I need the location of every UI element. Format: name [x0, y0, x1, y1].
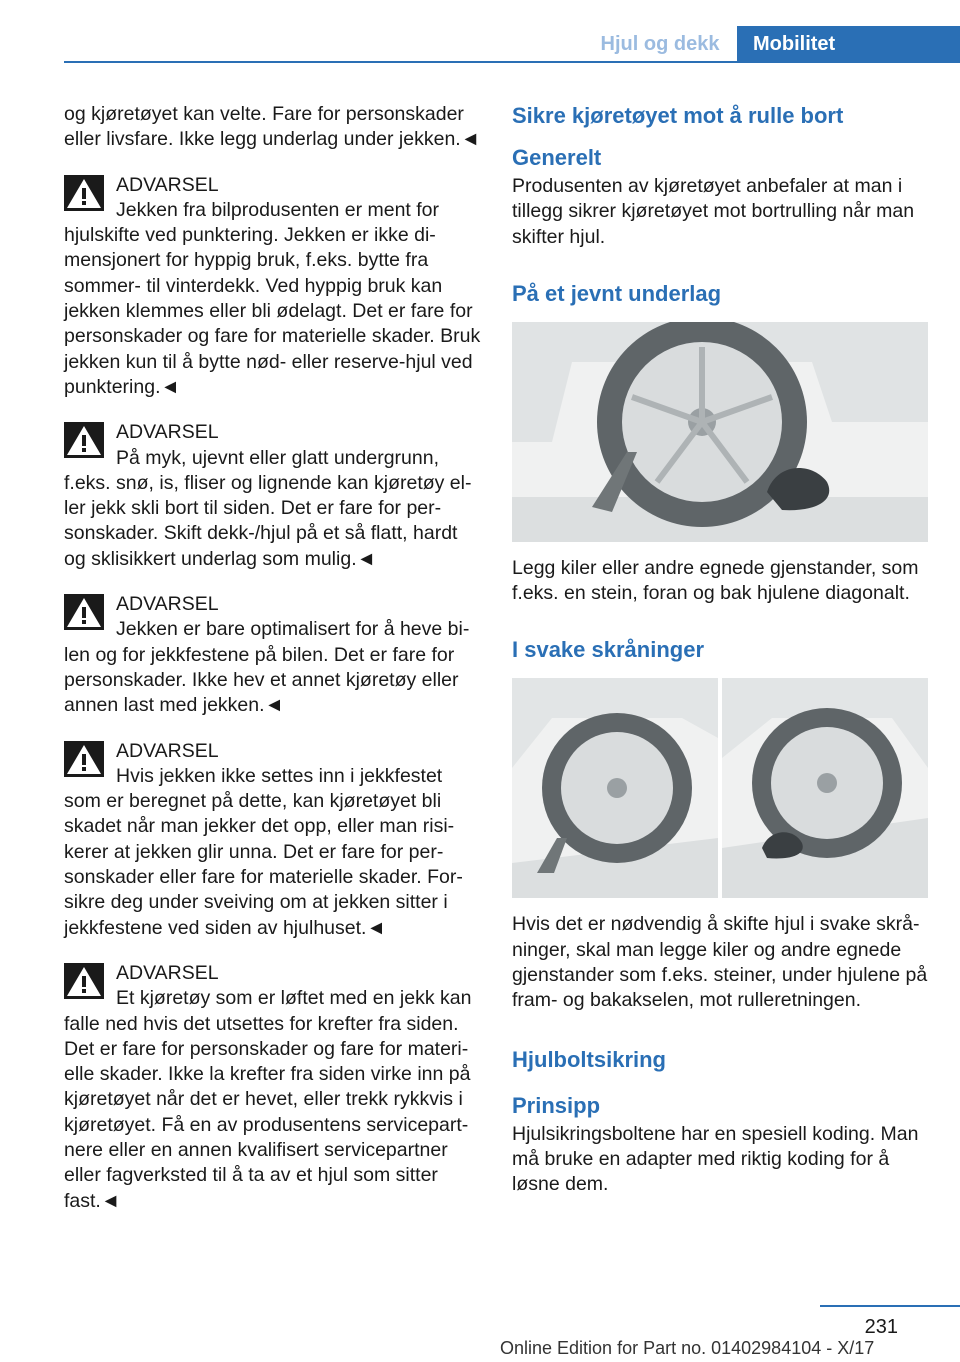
subheading-slope: I svake skråninger — [512, 637, 705, 663]
warning-body: falle ned hvis det utsettes for krefter fra siden. Det er fare for personskader og fare for materi-elle skader. Ikke la krefter fra siden virke inn på kjøretøyet når det er hevet, eller trekk rykkvis i kjøretøyet. Få en av produsentens servicepart-nere eller en annen kvalifisert servicepartner eller fagverksted til å ta av et hjul som sitter fast.◄ — [64, 1012, 471, 1212]
warning-title: ADVARSEL — [116, 173, 219, 196]
warning-first-line: På myk, ujevnt eller glatt undergrunn, — [116, 446, 440, 469]
warnings-list — [64, 173, 484, 1214]
slope-wheels-image — [512, 678, 928, 898]
edition-note: Online Edition for Part no. 01402984104 - X/17 — [500, 1338, 875, 1358]
flat-ground-wheel-image — [512, 322, 928, 542]
warning-triangle-icon — [64, 422, 104, 458]
warning-title: ADVARSEL — [116, 961, 219, 984]
warning-block — [64, 592, 484, 718]
warning-body: som er beregnet på dette, kan kjøretøyet bli skadet når man jekker det opp, eller man risi-kerer at jekken glir unna. Det er fare for per-sonskader eller fare for materielle skader. For-sikre deg under sveiving om at jekken sitter i jekkfestene ved siden av hjulhuset.◄ — [64, 790, 463, 939]
warning-body: len og for jekkfestene på bilen. Det er fare for personskader. Ikke hev et annet kjøretøy eller annen last med jekken.◄ — [64, 643, 459, 717]
header-rule — [64, 61, 960, 63]
warning-block — [64, 173, 484, 401]
header-chapter-tab: Mobilitet — [737, 26, 960, 62]
warning-block — [64, 961, 484, 1214]
warning-triangle-icon — [64, 594, 104, 630]
footer-rule — [820, 1305, 960, 1307]
left-column — [64, 102, 484, 1214]
warning-triangle-icon — [64, 963, 104, 999]
warning-triangle-icon — [64, 175, 104, 211]
warning-triangle-icon — [64, 741, 104, 777]
wheel-with-chock-illustration — [512, 322, 928, 542]
warning-block — [64, 420, 484, 572]
warning-first-line: Hvis jekken ikke settes inn i jekkfestet — [116, 764, 443, 787]
section-title-wheel-bolt: Hjulboltsikring — [512, 1046, 666, 1072]
slope-caption: Hvis det er nødvendig å skifte hjul i svake skrå-ninger, skal man legge kiler og andre egnede gjenstander som f.eks. steiner, under hjulene på fram- og bakakselen, mot rulleretningen. — [512, 913, 928, 1012]
warning-title: ADVARSEL — [116, 593, 219, 616]
wheels-on-slope-illustration — [512, 678, 928, 898]
warning-title: ADVARSEL — [116, 421, 219, 444]
subheading-general: Generelt — [512, 145, 602, 170]
warning-body: hjulskifte ved punktering. Jekken er ikke di-mensjonert for hyppig bruk, f.eks. bytte fra sommer- til vinterdekk. Ved hyppig bruk kan jekken klemmes eller bli ødelagt. Det er fare for personskader og fare for materielle skader. Bruk jekken kun til å bytte nød- eller reserve-hjul ved punktering.◄ — [64, 224, 481, 398]
warning-first-line: Jekken fra bilprodusenten er ment for — [116, 198, 440, 221]
subheading-principle: Prinsipp — [512, 1092, 601, 1118]
warning-first-line: Et kjøretøy som er løftet med en jekk kan — [116, 987, 472, 1010]
subheading-flat-ground: På et jevnt underlag — [512, 280, 722, 306]
principle-text: Hjulsikringsboltene har en spesiell koding. Man må bruke en adapter med riktig koding for å løsne dem. — [512, 1122, 919, 1196]
flat-caption: Legg kiler eller andre egnede gjenstander, som f.eks. en stein, foran og bak hjulene diagonalt. — [512, 556, 919, 605]
right-column — [512, 102, 932, 1198]
warning-block — [64, 739, 484, 941]
warning-title: ADVARSEL — [116, 739, 219, 762]
section-title-rolling: Sikre kjøretøyet mot å rulle bort — [512, 103, 844, 128]
warning-first-line: Jekken er bare optimalisert for å heve bi- — [116, 618, 470, 641]
page-number: 231 — [864, 1316, 898, 1338]
warning-body: f.eks. snø, is, fliser og lignende kan kjøretøy el-ler jekk skli bort til siden. Det er fare for per-sonskader. Skift dekk-/hjul på et så flatt, hardt og sklisikkert underlag som mulig.◄ — [64, 471, 472, 570]
header-section-tab: Hjul og dekk — [600, 32, 720, 55]
intro-text: og kjøretøyet kan velte. Fare for personskader eller livsfare. Ikke legg underlag under jekken.◄ — [64, 103, 481, 151]
general-text: Produsenten av kjøretøyet anbefaler at man i tillegg sikrer kjøretøyet mot bortrulling når man skifter hjul. — [512, 175, 915, 248]
